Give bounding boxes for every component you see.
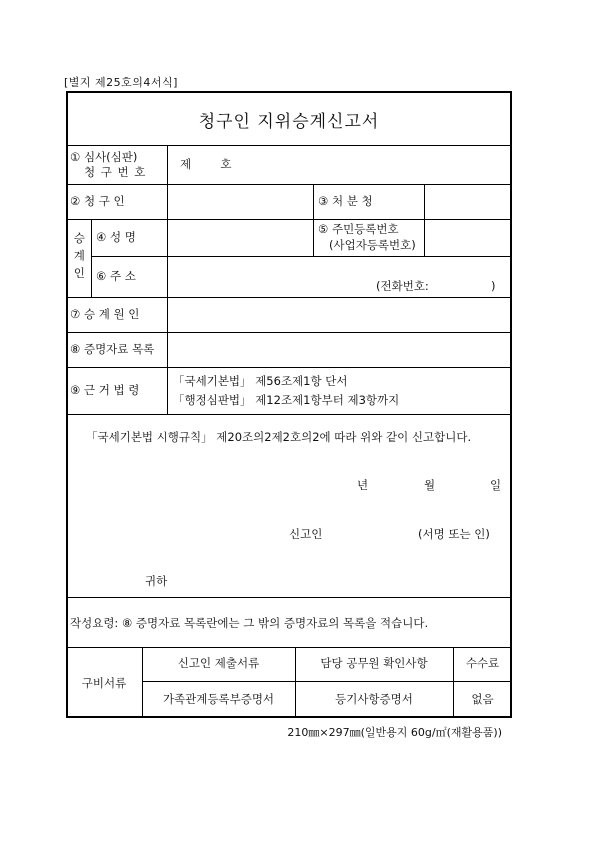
claimant-label: ② 청 구 인 [70, 194, 125, 208]
instructions-text: 작성요령: ⑧ 증명자료 목록란에는 그 밖의 증명자료의 목록을 적습니다. [70, 616, 429, 630]
rule-name-bottom [91, 256, 512, 257]
rule-title-bottom [66, 145, 512, 146]
rule-instructions-bottom [66, 647, 512, 648]
case-number-label-line1: ① 심사(심판) [70, 150, 138, 164]
fee-header: 수수료 [465, 656, 500, 670]
case-number-value: 제 호 [180, 157, 232, 171]
reporter-label: 신고인 [289, 527, 323, 541]
phone-number-label: (전화번호: ) [376, 279, 496, 293]
applicant-docs-value: 가족관계등록부증명서 [162, 692, 275, 706]
evidence-list-label: ⑧ 증명자료 목록 [70, 342, 155, 356]
rule-row1-bottom [66, 184, 512, 185]
date-year: 년 [357, 478, 369, 492]
required-docs-label: 구비서류 [81, 676, 127, 690]
date-day: 일 [490, 478, 502, 492]
business-reg-number-label: (사업자등록번호) [329, 238, 416, 252]
official-check-value: 등기사항증명서 [335, 692, 413, 706]
agency-label: ③ 처 분 청 [318, 194, 373, 208]
rule-successor-bottom [66, 297, 512, 298]
rule-row2-bottom [66, 219, 512, 220]
legal-basis-label: ⑨ 근 거 법 령 [70, 383, 140, 397]
rule-legal-bottom [66, 414, 512, 415]
rule-mid-divider [313, 184, 314, 256]
resident-reg-number-label: ⑤ 주민등록번호 [318, 222, 399, 236]
paper-spec-footer: 210㎜×297㎜(일반용지 60g/㎡(재활용품)) [287, 726, 502, 739]
date-month: 월 [424, 478, 436, 492]
official-check-header: 담당 공무원 확인사항 [320, 656, 428, 670]
rule-label-divider [167, 145, 168, 414]
case-number-label-line2: 청 구 번 호 [84, 165, 147, 179]
succession-cause-label: ⑦ 승 계 원 인 [70, 307, 140, 321]
fee-value: 없음 [471, 692, 494, 706]
rule-successor-divider [91, 219, 92, 297]
legal-basis-line2: 「행정심판법」 제12조제1항부터 제3항까지 [173, 393, 400, 407]
rule-right-divider [424, 184, 425, 256]
declaration-text: 「국세기본법 시행규칙」 제20조의2제2호의2에 따라 위와 같이 신고합니다. [86, 430, 472, 444]
signature-label: (서명 또는 인) [418, 527, 490, 541]
addressee: 귀하 [145, 574, 168, 588]
form-title: 청구인 지위승계신고서 [198, 112, 380, 132]
rule-docs-middle [142, 681, 512, 682]
form-reference: [별지 제25호의4서식] [64, 76, 178, 89]
rule-cause-bottom [66, 332, 512, 333]
rule-declaration-bottom [66, 597, 512, 598]
rule-evidence-bottom [66, 367, 512, 368]
successor-label-cell [66, 219, 91, 297]
address-label: ⑥ 주 소 [96, 269, 136, 283]
legal-basis-line1: 「국세기본법」 제56조제1항 단서 [173, 374, 348, 388]
successor-label: 승계인 [72, 231, 87, 285]
name-label: ④ 성 명 [96, 230, 136, 244]
applicant-docs-header: 신고인 제출서류 [177, 656, 260, 670]
